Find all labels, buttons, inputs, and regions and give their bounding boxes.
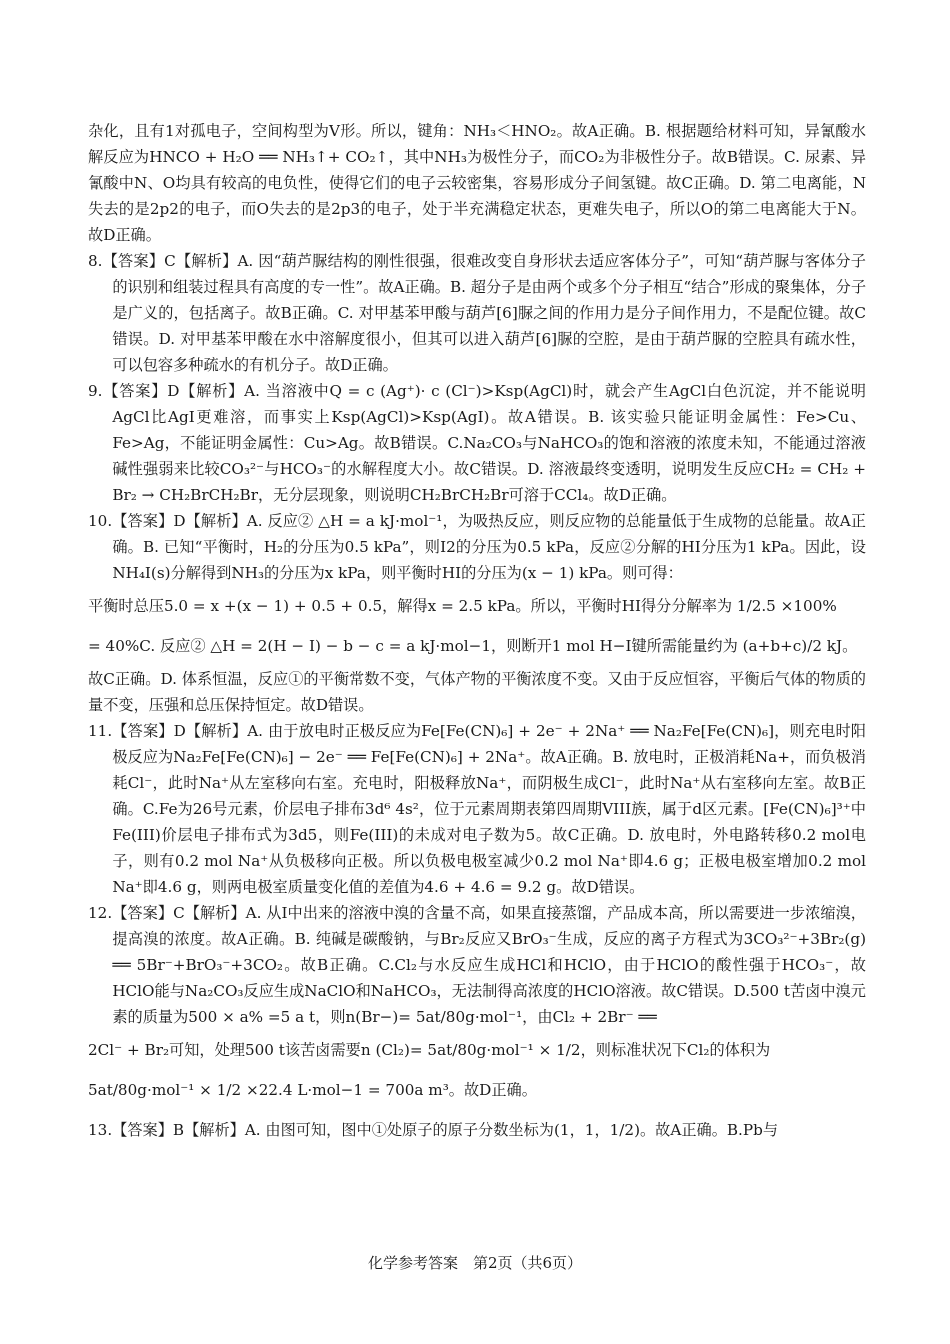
answer-paragraph-p10d: 故C正确。D. 体系恒温，反应①的平衡常数不变，气体产物的平衡浓度不变。又由于反应恒容，平衡后气体的物质的量不变，压强和总压保持恒定。故D错误。 [88, 670, 866, 714]
answer-paragraph-p12c: 5at/80g·mol⁻¹ × 1/2 ×22.4 L·mol−1 = 700a m³。故D正确。 [88, 1081, 537, 1099]
answer-paragraph-p12a: 12.【答案】C【解析】A. 从I中出来的溶液中溴的含量不高，如果直接蒸馏，产品成本高，所以需要进一步浓缩溴，提高溴的浓度。故A正确。B. 纯碱是碳酸钠，与Br₂反应又BrO₃⁻生成，反应的离子方程式为3CO₃²⁻+3Br₂(g) ══ 5Br⁻+BrO₃⁻+3CO₂。故B正确。C.Cl₂与水反应生成HCl和HClO，由于HClO的酸性强于HCO₃⁻，故HClO能与Na₂CO₃反应生成NaClO和NaHCO₃，无法制得高浓度的HClO溶液。故C错误。D.500 t苦卤中溴元素的质量为500 × a% =5 a t，则n(Br−)= 5at/80g·mol⁻¹，由Cl₂ + 2Br⁻ ══ [88, 904, 866, 1026]
answer-paragraph-p7-cont: 杂化，且有1对孤电子，空间构型为V形。所以，键角：NH₃＜HNO₂。故A正确。B. 根据题给材料可知，异氰酸水解反应为HNCO + H₂O ══ NH₃↑+ CO₂↑，其中NH₃为极性分子，而CO₂为非极性分子。故B错误。C. 尿素、异氰酸中N、O均具有较高的电负性，使得它们的电子云较密集，容易形成分子间氢键。故C正确。D. 第二电离能，N失去的是2p2的电子，而O失去的是2p3的电子，处于半充满稳定状态，更难失电子，所以O的第二电离能大于N。故D正确。 [88, 122, 866, 244]
answer-paragraph-p10a: 10.【答案】D【解析】A. 反应② △H = a kJ·mol⁻¹，为吸热反应，则反应物的总能量低于生成物的总能量。故A正确。B. 已知“平衡时，H₂的分压为0.5 kPa”，则I2的分压为0.5 kPa，反应②分解的HI分压为1 kPa。因此，设NH₄I(s)分解得到NH₃的分压为x kPa，则平衡时HI的分压为(x − 1) kPa。则可得： [88, 512, 866, 582]
answer-paragraph-p8: 8.【答案】C【解析】A. 因“葫芦脲结构的刚性很强，很难改变自身形状去适应客体分子”，可知“葫芦脲与客体分子的识别和组装过程具有高度的专一性”。故A正确。B. 超分子是由两个或多个分子相互“结合”形成的聚集体，分子是广义的，包括离子。故B正确。C. 对甲基苯甲酸与葫芦[6]脲之间的作用力是分子间作用力，不是配位键。故C错误。D. 对甲基苯甲酸在水中溶解度很小，但其可以进入葫芦[6]脲的空腔，是由于葫芦脲的空腔具有疏水性，可以包容多种疏水的有机分子。故D正确。 [88, 252, 867, 374]
answer-paragraph-p10c: = 40%C. 反应② △H = 2(H − I) − b − c = a kJ·mol−1，则断开1 mol H−I键所需能量约为 (a+b+c)/2 kJ。 [88, 637, 858, 655]
document-body [88, 118, 866, 1150]
answer-paragraph-p13: 13.【答案】B【解析】A. 由图可知，图中①处原子的原子分数坐标为(1，1，1/2)。故A正确。B.Pb与 [88, 1121, 779, 1139]
answer-paragraph-p12b: 2Cl⁻ + Br₂可知，处理500 t该苦卤需要n (Cl₂)= 5at/80g·mol⁻¹ × 1/2，则标准状况下Cl₂的体积为 [88, 1041, 771, 1059]
answer-paragraph-p10b: 平衡时总压5.0 = x +(x − 1) + 0.5 + 0.5，解得x = 2.5 kPa。所以，平衡时HI得分分解率为 1/2.5 ×100% [88, 597, 837, 615]
answer-paragraph-p11: 11.【答案】D【解析】A. 由于放电时正极反应为Fe[Fe(CN)₆] + 2e⁻ + 2Na⁺ ══ Na₂Fe[Fe(CN)₆]，则充电时阳极反应为Na₂Fe[Fe(CN)₆] − 2e⁻ ══ Fe[Fe(CN)₆] + 2Na⁺。故A正确。B. 放电时，正极消耗Na+，而负极消耗Cl⁻，此时Na⁺从左室移向右室。充电时，阳极释放Na⁺，而阴极生成Cl⁻，此时Na⁺从右室移向左室。故B正确。C.Fe为26号元素，价层电子排布3d⁶ 4s²，位于元素周期表第四周期VIII族，属于d区元素。[Fe(CN)₆]³⁺中Fe(III)价层电子排布式为3d5，则Fe(III)的未成对电子数为5。故C正确。D. 放电时，外电路转移0.2 mol电子，则有0.2 mol Na⁺从负极移向正极。所以负极电极室减少0.2 mol Na⁺即4.6 g；正极电极室增加0.2 mol Na⁺即4.6 g，则两电极室质量变化值的差值为4.6 + 4.6 = 9.2 g。故D错误。 [88, 722, 866, 896]
answer-paragraph-p9: 9.【答案】D【解析】A. 当溶液中Q = c (Ag⁺)· c (Cl⁻)>Ksp(AgCl)时，就会产生AgCl白色沉淀，并不能说明AgCl比AgI更难溶，而事实上Ksp(AgCl)>Ksp(AgI)。故A错误。B. 该实验只能证明金属性：Fe>Cu、Fe>Ag，不能证明金属性：Cu>Ag。故B错误。C.Na₂CO₃与NaHCO₃的饱和溶液的浓度未知，不能通过溶液碱性强弱来比较CO₃²⁻与HCO₃⁻的水解程度大小。故C错误。D. 溶液最终变透明，说明发生反应CH₂ = CH₂ + Br₂ → CH₂BrCH₂Br，无分层现象，则说明CH₂BrCH₂Br可溶于CCl₄。故D正确。 [88, 382, 866, 504]
page-footer: 化学参考答案 第2页（共6页） [367, 1254, 583, 1272]
